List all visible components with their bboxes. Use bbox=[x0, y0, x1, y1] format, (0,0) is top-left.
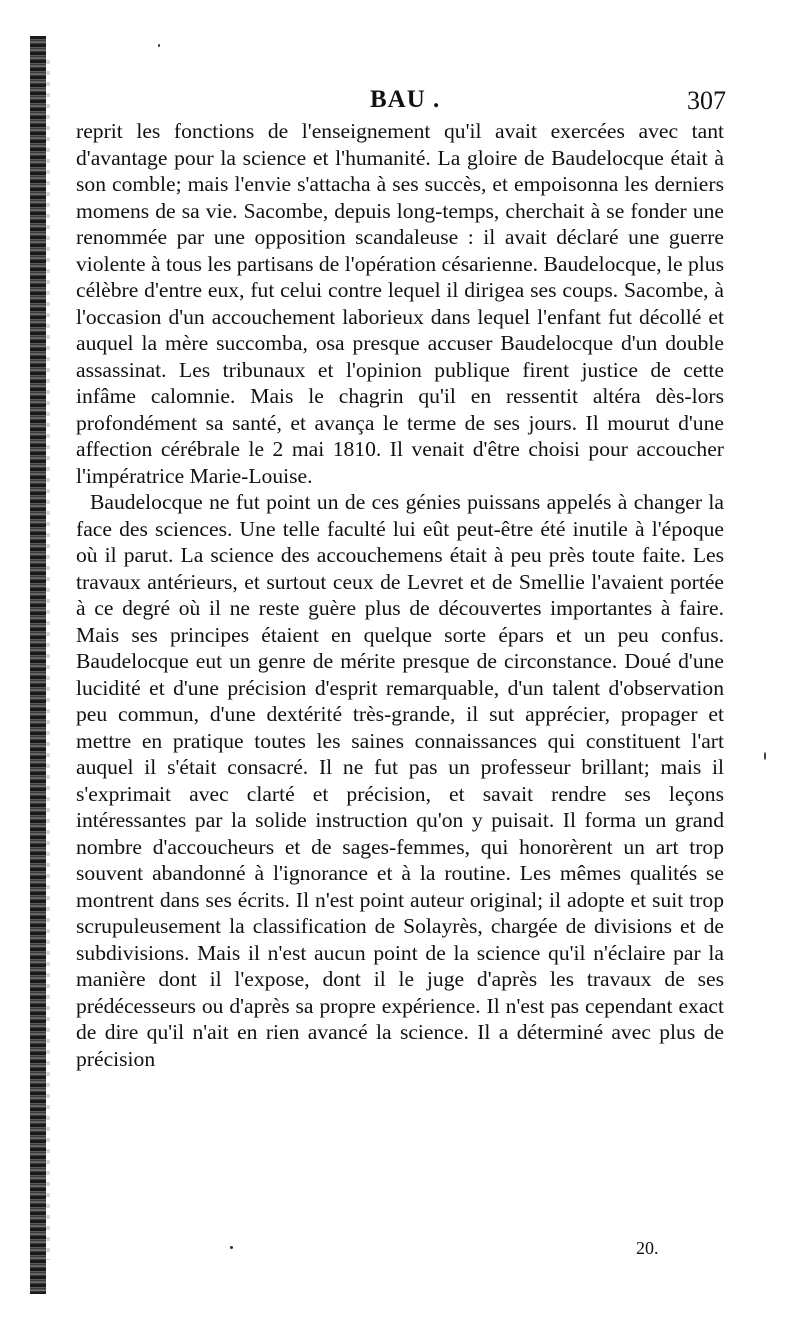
signature-mark: 20. bbox=[636, 1238, 659, 1258]
page-edge bbox=[46, 60, 50, 1260]
running-head: BAU . bbox=[370, 86, 441, 113]
page-header bbox=[76, 86, 726, 122]
paragraph: Baudelocque ne fut point un de ces génies puissans appelés à changer la face des sciences. Une telle faculté lui eût peut-être été inutile à l'époque où il parut. La science des accouchemens était à peu près toute faite. Les travaux antérieurs, et surtout ceux de Levret et de Smellie l'avaient portée à ce degré où il ne reste guère plus de découvertes importantes à faire. Mais ses principes étaient en quelque sorte épars et un peu confus. Baudelocque eut un genre de mérite presque de circonstance. Doué d'une lucidité et d'une précision d'esprit remarquable, d'un talent d'observation peu commun, d'une dextérité très-grande, il sut apprécier, propager et mettre en pratique toutes les saines connaissances qui constituent l'art auquel il s'était consacré. Il ne fut pas un professeur brillant; mais il s'exprimait avec clarté et précision, et savait rendre ses leçons intéressantes par la solide instruction qu'on y puisait. Il forma un grand nombre d'accoucheurs et de sages-femmes, qui honorèrent un art trop souvent abandonné à l'ignorance et à la routine. Les mêmes qualités se montrent dans ses écrits. Il n'est point auteur original; il adopte et suit trop scrupuleusement la classification de Solayrès, chargée de divisions et de subdivisions. Mais il n'est aucun point de la science qu'il n'éclaire par la manière dont il l'expose, dont il le juge d'après les travaux de ses prédécesseurs ou d'après sa propre expérience. Il n'est pas cependant exact de dire qu'il n'ait en rien avancé la science. Il a déterminé avec plus de précision bbox=[76, 490, 724, 1071]
paragraph: reprit les fonctions de l'enseignement qu'il avait exercées avec tant d'avantage pour la science et l'humanité. La gloire de Baudelocque était à son comble; mais l'envie s'attacha à ses succès, et empoisonna les derniers momens de sa vie. Sacombe, depuis long-temps, cherchait à se fonder une renommée par une opposition scandaleuse : il avait déclaré une guerre violente à tous les partisans de l'opération césarienne. Baudelocque, le plus célèbre d'entre eux, fut celui contre lequel il dirigea ses coups. Sacombe, à l'occasion d'un accouchement laborieux dans lequel l'enfant fut décollé et auquel la mère succomba, osa presque accuser Baudelocque d'un double assassinat. Les tribunaux et l'opinion publique firent justice de cette infâme calomnie. Mais le chagrin qu'il en ressentit altéra dès-lors profondément sa santé, et avança le terme de ses jours. Il mourut d'une affection cérébrale le 2 mai 1810. Il venait d'être choisi pour accoucher l'impératrice Marie-Louise. bbox=[76, 119, 724, 488]
ink-speck bbox=[764, 752, 766, 760]
page-number: 307 bbox=[687, 86, 726, 115]
book-spine-shadow bbox=[30, 36, 46, 1294]
body-text bbox=[76, 118, 724, 1072]
ink-speck bbox=[158, 44, 160, 47]
ink-speck bbox=[230, 1246, 233, 1249]
